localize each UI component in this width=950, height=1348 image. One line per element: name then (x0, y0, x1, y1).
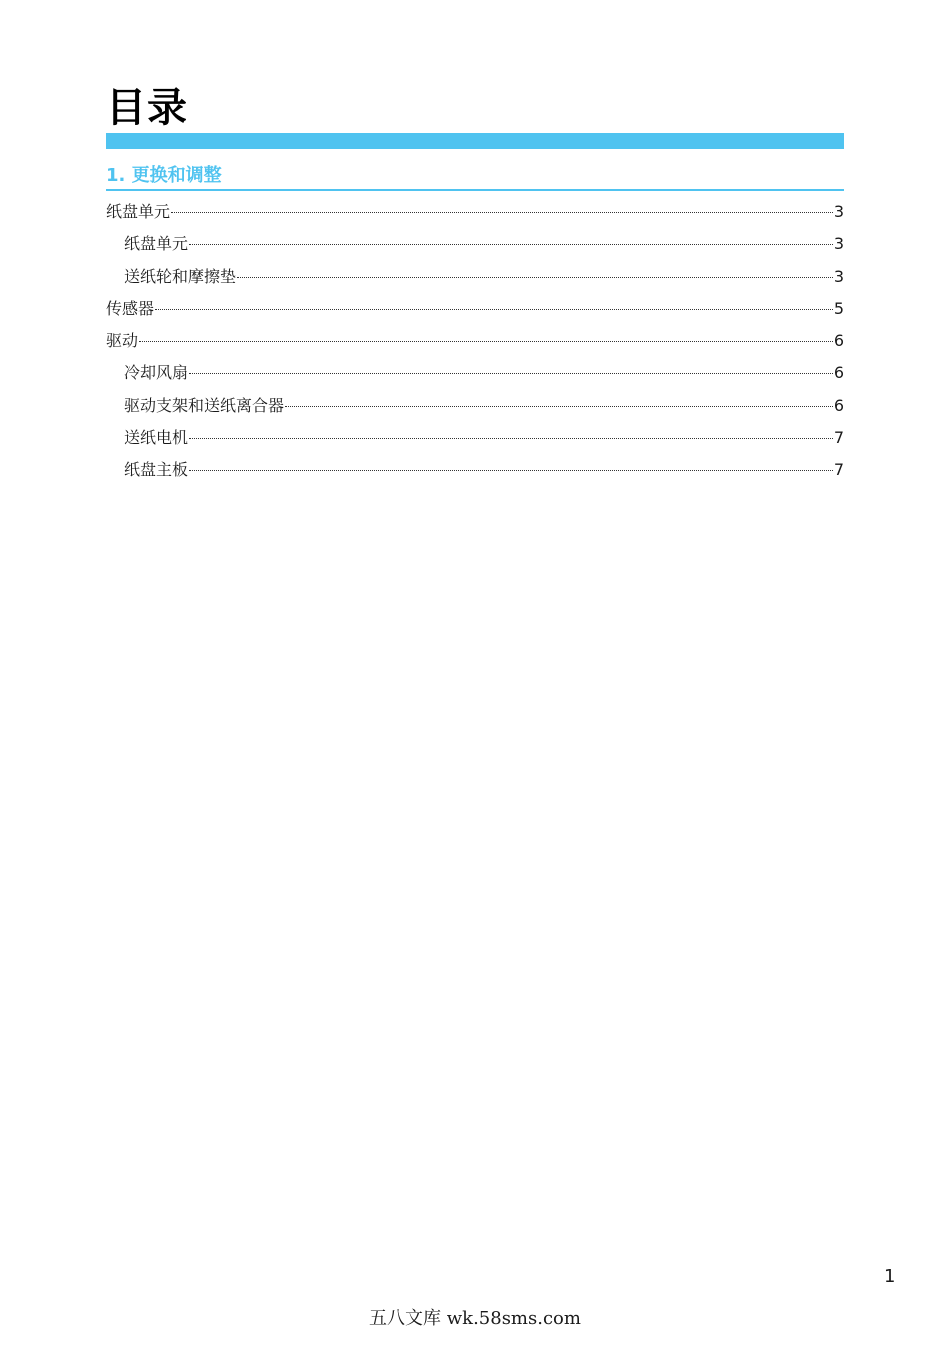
toc-dot-leader (189, 373, 833, 374)
toc-entry[interactable] (106, 422, 844, 454)
toc-entry-page: 6 (833, 363, 844, 383)
toc-entry[interactable] (106, 196, 844, 228)
toc-entry[interactable] (106, 293, 844, 325)
toc-entry-label: 送纸电机 (124, 428, 189, 448)
toc-entry-page: 7 (833, 460, 844, 480)
toc-dot-leader (189, 470, 833, 471)
toc-dot-leader (155, 309, 833, 310)
toc-entry-page: 3 (833, 202, 844, 221)
title-accent-bar (106, 133, 844, 149)
toc-entry-label: 纸盘单元 (106, 202, 171, 221)
section-heading (106, 163, 844, 191)
toc-entry[interactable] (106, 454, 844, 486)
toc-entry-label: 驱动 (106, 331, 139, 351)
toc-entry[interactable] (106, 390, 844, 422)
toc-dot-leader (171, 212, 833, 213)
toc-entry-label: 纸盘单元 (124, 234, 189, 254)
toc-entry-page: 5 (833, 298, 844, 318)
toc-entry-page: 7 (833, 428, 844, 448)
section-heading-label: 1. 更换和调整 (106, 165, 222, 186)
toc-entry-label: 送纸轮和摩擦垫 (124, 266, 237, 286)
toc-dot-leader (189, 244, 833, 245)
toc-entry[interactable] (106, 261, 844, 293)
toc-entry-page: 3 (833, 234, 844, 254)
toc-entry-label: 冷却风扇 (124, 363, 189, 383)
toc-entry-page: 6 (833, 331, 844, 351)
toc-dot-leader (237, 277, 833, 278)
toc-entry-label: 纸盘主板 (124, 460, 189, 480)
toc-entry[interactable] (106, 228, 844, 260)
toc-entry-page: 3 (833, 266, 844, 286)
toc-entry-label: 驱动支架和送纸离合器 (124, 395, 285, 415)
toc-entry[interactable] (106, 357, 844, 389)
table-of-contents (106, 196, 844, 487)
toc-entry[interactable] (106, 325, 844, 357)
toc-entry-page: 6 (833, 395, 844, 415)
page-number: 1 (884, 1266, 896, 1287)
page-title: 目录 (106, 85, 188, 131)
toc-entry-label: 传感器 (106, 298, 155, 318)
toc-dot-leader (189, 438, 833, 439)
toc-dot-leader (139, 341, 833, 342)
toc-dot-leader (285, 406, 833, 407)
footer-watermark: 五八文库 wk.58sms.com (369, 1308, 581, 1329)
